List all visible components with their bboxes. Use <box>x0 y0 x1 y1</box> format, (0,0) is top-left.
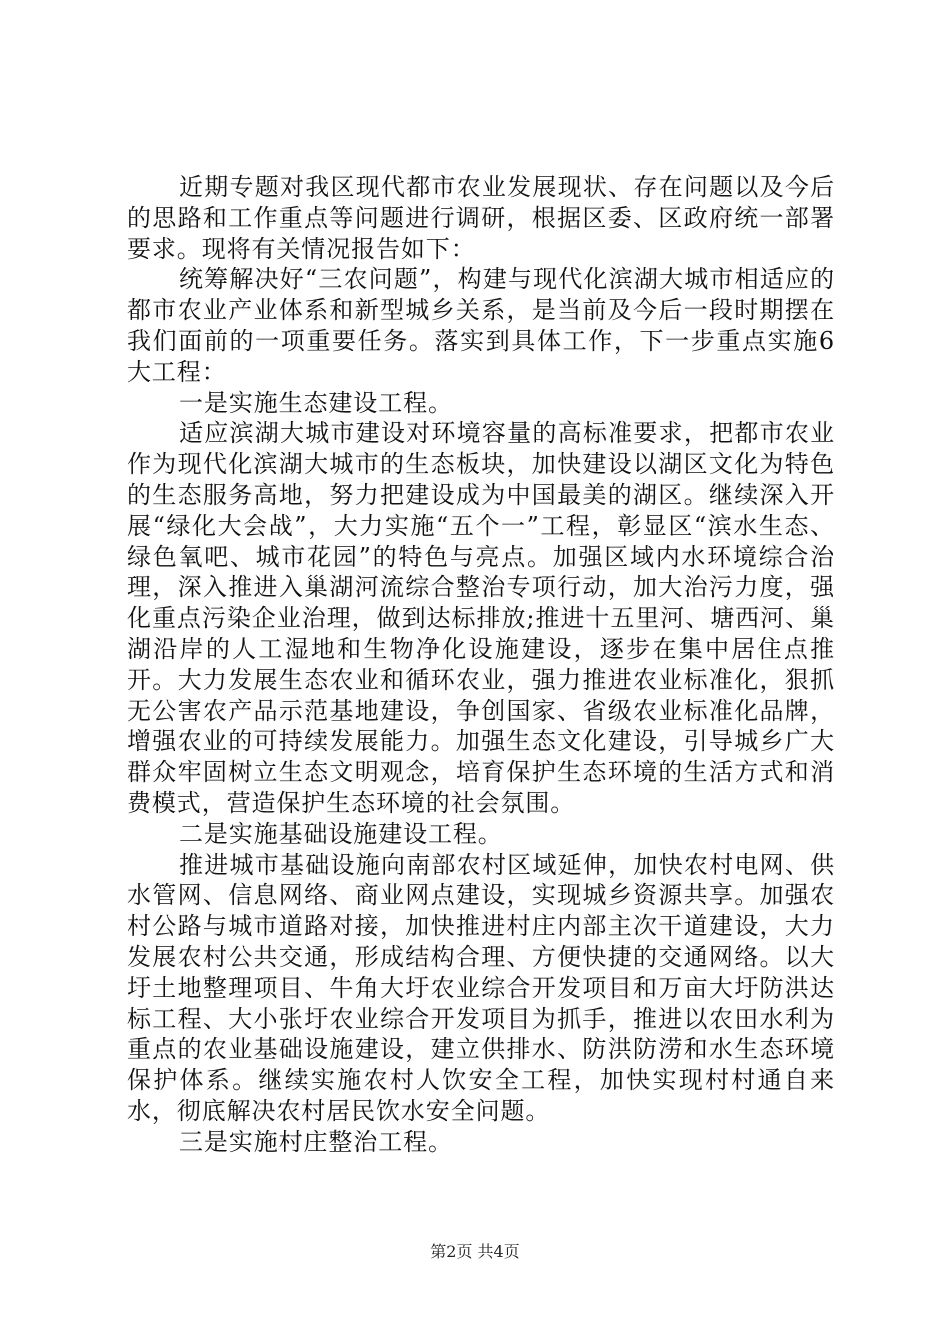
section-heading-ecology: 一是实施生态建设工程。 <box>179 388 453 417</box>
paragraph-overview: 统筹解决好“三农问题”，构建与现代化滨湖大城市相适应的都市农业产业体系和新型城乡关系，是当前及今后一段时期摆在我们面前的一项重要任务。落实到具体工作，下一步重点实施6大工程： <box>127 265 835 386</box>
paragraph-intro: 近期专题对我区现代都市农业发展现状、存在问题以及今后的思路和工作重点等问题进行调研，根据区委、区政府统一部署要求。现将有关情况报告如下： <box>127 173 835 263</box>
paragraph-infrastructure: 推进城市基础设施向南部农村区域延伸，加快农村电网、供水管网、信息网络、商业网点建设，实现城乡资源共享。加强农村公路与城市道路对接，加快推进村庄内部主次干道建设，大力发展农村公共交通，形成结构合理、方便快捷的交通网络。以大圩土地整理项目、牛角大圩农业综合开发项目和万亩大圩防洪达标工程、大小张圩农业综合开发项目为抓手，推进以农田水利为重点的农业基础设施建设，建立供排水、防洪防涝和水生态环境保护体系。继续实施农村人饮安全工程，加快实现村村通自来水，彻底解决农村居民饮水安全问题。 <box>127 850 835 1125</box>
page-number: 第2页 共4页 <box>430 1242 520 1261</box>
section-heading-infrastructure: 二是实施基础设施建设工程。 <box>179 819 503 848</box>
section-heading-village: 三是实施村庄整治工程。 <box>179 1127 453 1156</box>
document-body <box>127 172 835 1158</box>
paragraph-ecology: 适应滨湖大城市建设对环境容量的高标准要求，把都市农业作为现代化滨湖大城市的生态板块，加快建设以湖区文化为特色的生态服务高地，努力把建设成为中国最美的湖区。继续深入开展“绿化大会战”，大力实施“五个一”工程，彰显区“滨水生态、绿色氧吧、城市花园”的特色与亮点。加强区域内水环境综合治理，深入推进入巢湖河流综合整治专项行动，加大治污力度，强化重点污染企业治理，做到达标排放;推进十五里河、塘西河、巢湖沿岸的人工湿地和生物净化设施建设，逐步在集中居住点推开。大力发展生态农业和循环农业，强力推进农业标准化，狠抓无公害农产品示范基地建设，争创国家、省级农业标准化品牌，增强农业的可持续发展能力。加强生态文化建设，引导城乡广大群众牢固树立生态文明观念，培育保护生态环境的生活方式和消费模式，营造保护生态环境的社会氛围。 <box>127 419 835 817</box>
